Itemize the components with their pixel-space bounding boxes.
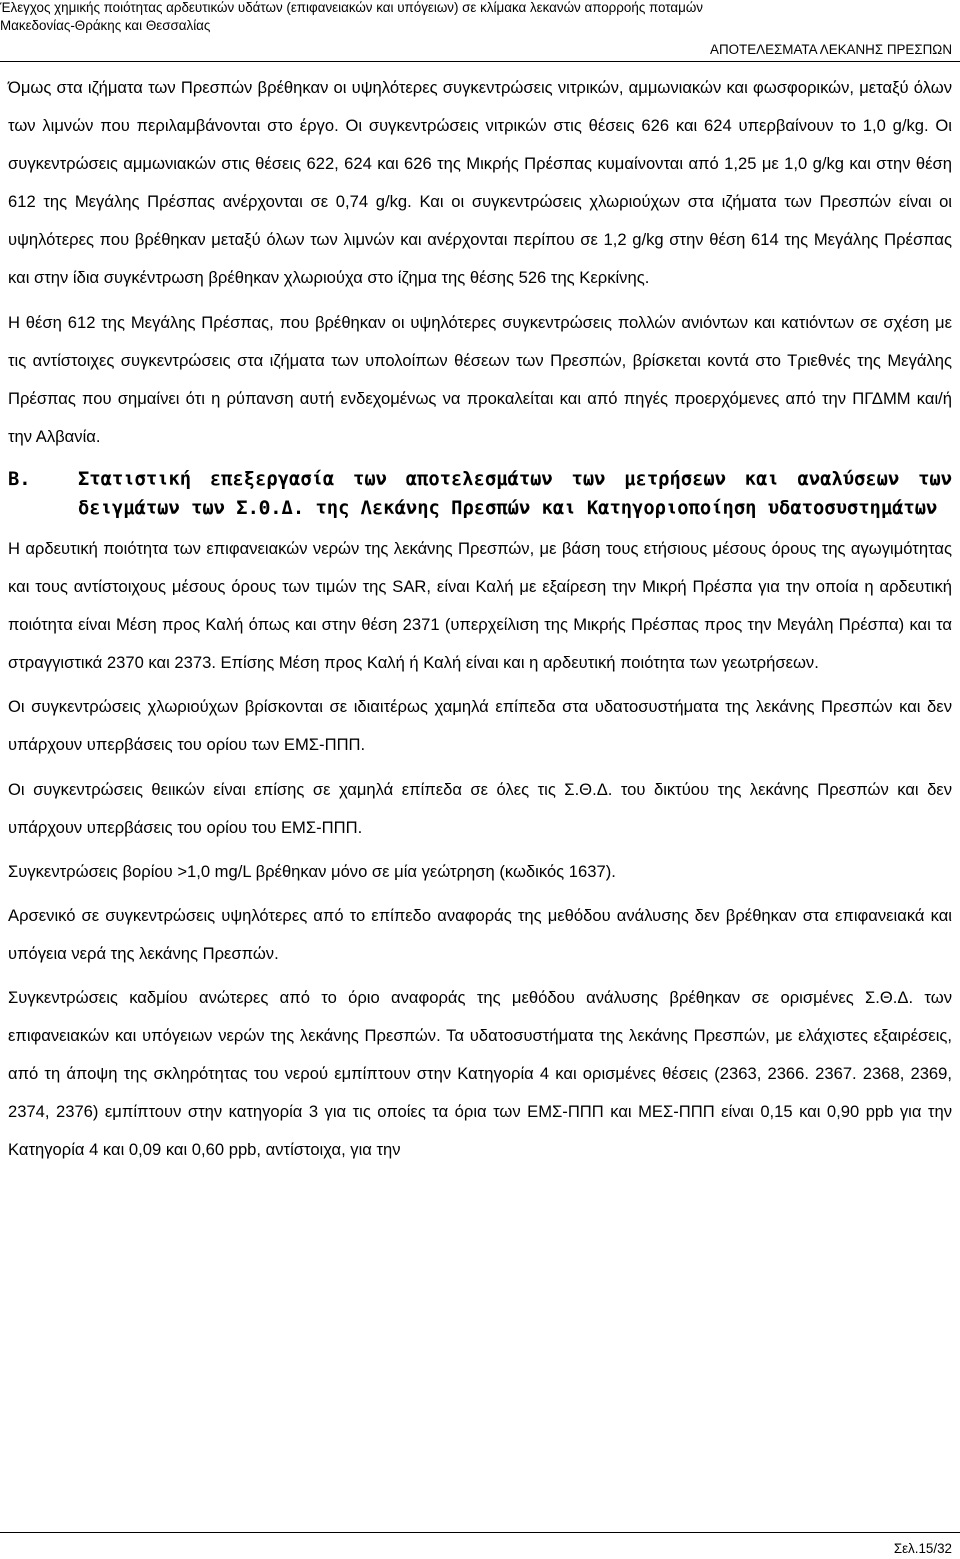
paragraph-sulfates: Οι συγκεντρώσεις θειικών είναι επίσης σε χαμηλά επίπεδα σε όλες τις Σ.Θ.Δ. του δικτύου της λεκάνης Πρεσπών και δεν υπάρχουν υπερβάσεις του ορίου του ΕΜΣ-ΠΠΠ. xyxy=(8,779,952,837)
section-title: Στατιστική επεξεργασία των αποτελεσμάτων των μετρήσεων και αναλύσεων των δειγμάτων των Σ.Θ.Δ. της Λεκάνης Πρεσπών και Κατηγοριοποίηση υδατοσυστημάτων xyxy=(78,468,952,520)
paragraph-irrigation-quality: Η αρδευτική ποιότητα των επιφανειακών νερών της λεκάνης Πρεσπών, με βάση τους ετήσιους μέσους όρους της αγωγιμότητας και τους αντίστοιχους μέσους όρους των τιμών της SAR, είναι Καλή με εξαίρεση την Μικρή Πρέσπα για την οποία η αρδευτική ποιότητα είναι Μέση προς Καλή όπως και στην θέση 2371 (υπερχείλιση της Μικρής Πρέσπας προς την Μεγάλη Πρέσπα) και τα στραγγιστικά 2370 και 2373. Επίσης Μέση προς Καλή ή Καλή είναι και η αρδευτική ποιότητα των γεωτρήσεων. xyxy=(8,538,952,673)
document-body xyxy=(8,69,952,1175)
section-heading-b xyxy=(8,465,952,524)
paragraph-position-612: Η θέση 612 της Μεγάλης Πρέσπας, που βρέθηκαν οι υψηλότερες συγκεντρώσεις πολλών ανιόντων και κατιόντων σε σχέση με τις αντίστοιχες συγκεντρώσεις στα ιζήματα των υπολοίπων θέσεων των Πρεσπών, βρίσκεται κοντά στο Τριεθνές της Μεγάλης Πρέσπας που σημαίνει ότι η ρύπανση αυτή ενδεχομένως να προκαλείται και από πηγές προερχόμενες από την ΠΓΔΜΜ και/ή την Αλβανία. xyxy=(8,312,952,446)
page-footer xyxy=(0,1532,960,1556)
header-project-title: Έλεγχος χημικής ποιότητας αρδευτικών υδάτων (επιφανειακών και υπόγειων) σε κλίμακα λεκανών απορροής ποταμών xyxy=(0,0,703,15)
header-section-title: ΑΠΟΤΕΛΕΣΜΑΤΑ ΛΕΚΑΝΗΣ ΠΡΕΣΠΩΝ xyxy=(710,42,952,57)
section-number: Β. xyxy=(8,468,31,490)
paragraph-arsenic: Αρσενικό σε συγκεντρώσεις υψηλότερες από το επίπεδο αναφοράς της μεθόδου ανάλυσης δεν βρέθηκαν στα επιφανειακά και υπόγεια νερά της λεκάνης Πρεσπών. xyxy=(8,905,952,963)
paragraph-boron: Συγκεντρώσεις βορίου >1,0 mg/L βρέθηκαν μόνο σε μία γεώτρηση (κωδικός 1637). xyxy=(8,861,616,881)
header-project-region: Μακεδονίας-Θράκης και Θεσσαλίας xyxy=(0,18,211,33)
paragraph-chlorides: Οι συγκεντρώσεις χλωριούχων βρίσκονται σε ιδιαιτέρως χαμηλά επίπεδα στα υδατοσυστήματα της λεκάνης Πρεσπών και δεν υπάρχουν υπερβάσεις του ορίου των ΕΜΣ-ΠΠΠ. xyxy=(8,697,952,755)
page-header xyxy=(0,0,960,62)
paragraph-cadmium: Συγκεντρώσεις καδμίου ανώτερες από το όριο αναφοράς της μεθόδου ανάλυσης βρέθηκαν σε ορισμένες Σ.Θ.Δ. των επιφανειακών και υπόγειων νερών της λεκάνης Πρεσπών. Τα υδατοσυστήματα της λεκάνης Πρεσπών, με ελάχιστες εξαιρέσεις, από τη άποψη της σκληρότητας του νερού εμπίπτουν στην Κατηγορία 4 και ορισμένες θέσεις (2363, 2366. 2367. 2368, 2369, 2374, 2376) εμπίπτουν στην κατηγορία 3 για τις οποίες τα όρια των ΕΜΣ-ΠΠΠ και ΜΕΣ-ΠΠΠ είναι 0,15 και 0,90 ppb για την Κατηγορία 4 και 0,09 και 0,60 ppb, αντίστοιχα, για την xyxy=(8,987,952,1160)
paragraph-sediments: Όμως στα ιζήματα των Πρεσπών βρέθηκαν οι υψηλότερες συγκεντρώσεις νιτρικών, αμμωνιακών και φωσφορικών, μεταξύ όλων των λιμνών που περιλαμβάνονται στο έργο. Οι συγκεντρώσεις νιτρικών στις θέσεις 626 και 624 υπερβαίνουν το 1,0 g/kg. Οι συγκεντρώσεις αμμωνιακών στις θέσεις 622, 624 και 626 της Μικρής Πρέσπας κυμαίνονται από 1,25 με 1,0 g/kg και στην θέση 612 της Μεγάλης Πρέσπας ανέρχονται σε 0,74 g/kg. Και οι συγκεντρώσεις χλωριούχων στα ιζήματα των Πρεσπών είναι οι υψηλότερες που βρέθηκαν μεταξύ όλων των λιμνών και ανέρχονται περίπου σε 1,2 g/kg στην θέση 614 της Μεγάλης Πρέσπας και στην ίδια συγκέντρωση βρέθηκαν χλωριούχα στο ίζημα της θέσης 526 της Κερκίνης. xyxy=(8,78,952,288)
page-number: Σελ.15/32 xyxy=(893,1541,952,1556)
